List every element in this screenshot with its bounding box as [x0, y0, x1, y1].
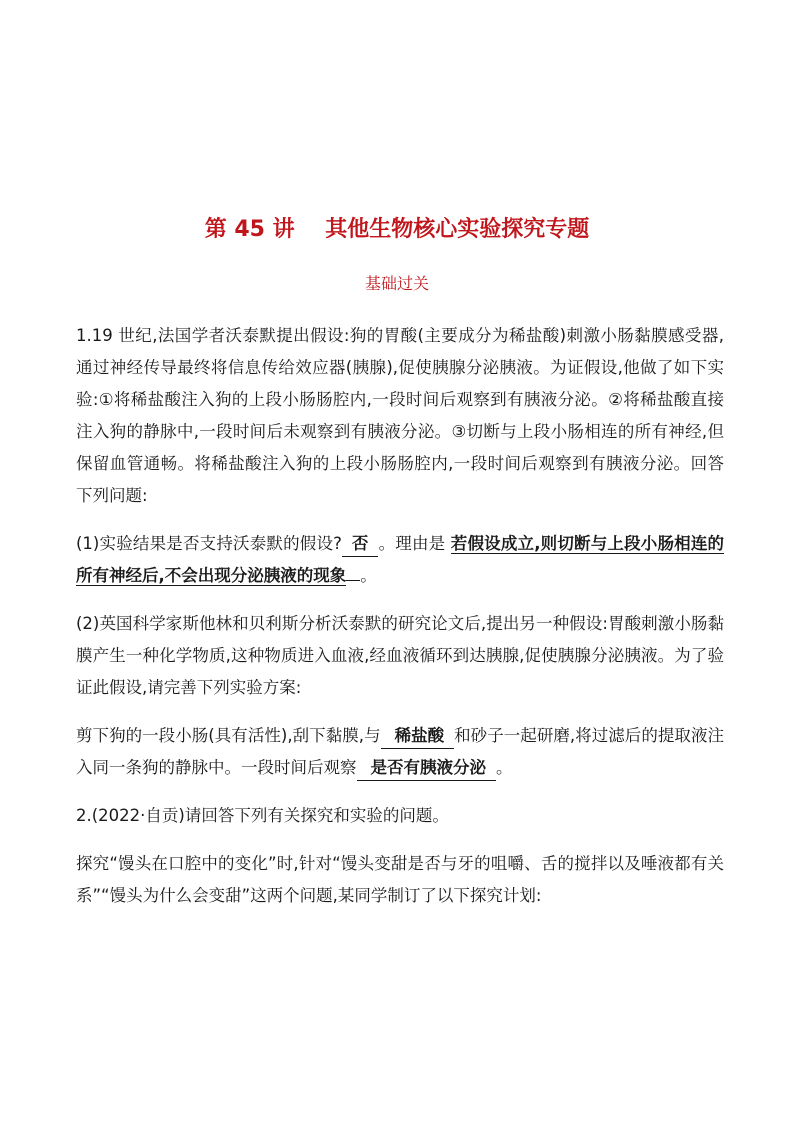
page-title: 第 45 讲 其他生物核心实验探究专题	[204, 217, 590, 242]
question-2-body: 探究“馒头在口腔中的变化”时,针对“馒头变甜是否与牙的咀嚼、舌的搅拌以及唾液都有关系”“馒头为什么会变甜”这两个问题,某同学制订了以下探究计划:	[76, 854, 724, 905]
question-2-stem: 2.(2022·自贡)请回答下列有关探究和实验的问题。	[76, 806, 449, 825]
question-1-part-2-plan	[76, 720, 724, 784]
q1-part1-text-c: 。	[360, 566, 377, 585]
document-body	[76, 320, 724, 928]
q1-part1-text-a: (1)实验结果是否支持沃泰默的假设?	[76, 534, 342, 553]
section-subtitle: 基础过关	[364, 274, 429, 293]
q1-part1-answer-a: 否	[342, 532, 379, 557]
q1-part1-answer-b: 若假设成立,则切断与上段小肠相连的所有神经后,不会出现分泌胰液的现象	[76, 534, 725, 585]
q1-part2-answer-a: 稀盐酸	[381, 724, 455, 749]
question-1-part-1	[76, 528, 724, 592]
question-1-stem: 1.19 世纪,法国学者沃泰默提出假设:狗的胃酸(主要成分为稀盐酸)刺激小肠黏膜感受器,通过神经传导最终将信息传给效应器(胰腺),促使胰腺分泌胰液。为证假设,他做了如下实验:①将稀盐酸注入狗的上段小肠肠腔内,一段时间后观察到有胰液分泌。②将稀盐酸直接注入狗的静脉中,一段时间后未观察到有胰液分泌。③切断与上段小肠相连的所有神经,但保留血管通畅。将稀盐酸注入狗的上段小肠肠腔内,一段时间后观察到有胰液分泌。回答下列问题:	[76, 326, 724, 505]
q1-part2-answer-b: 是否有胰液分泌	[357, 756, 497, 781]
q1-part2-text-b: 和砂子一起研磨,将过滤后的提取液注入同一条狗的静脉中。一段时间后观察	[76, 726, 724, 777]
q1-part2-text-c: 。	[496, 758, 513, 777]
q1-part2-text-a: 剪下狗的一段小肠(具有活性),刮下黏膜,与	[76, 726, 381, 745]
q1-part1-blank-tail	[346, 580, 360, 581]
q1-part1-text-b: 。理由是	[378, 534, 446, 553]
question-1-part-2-stem: (2)英国科学家斯他林和贝利斯分析沃泰默的研究论文后,提出另一种假设:胃酸刺激小肠黏膜产生一种化学物质,这种物质进入血液,经血液循环到达胰腺,促使胰腺分泌胰液。为了验证此假设,请完善下列实验方案:	[76, 614, 724, 697]
